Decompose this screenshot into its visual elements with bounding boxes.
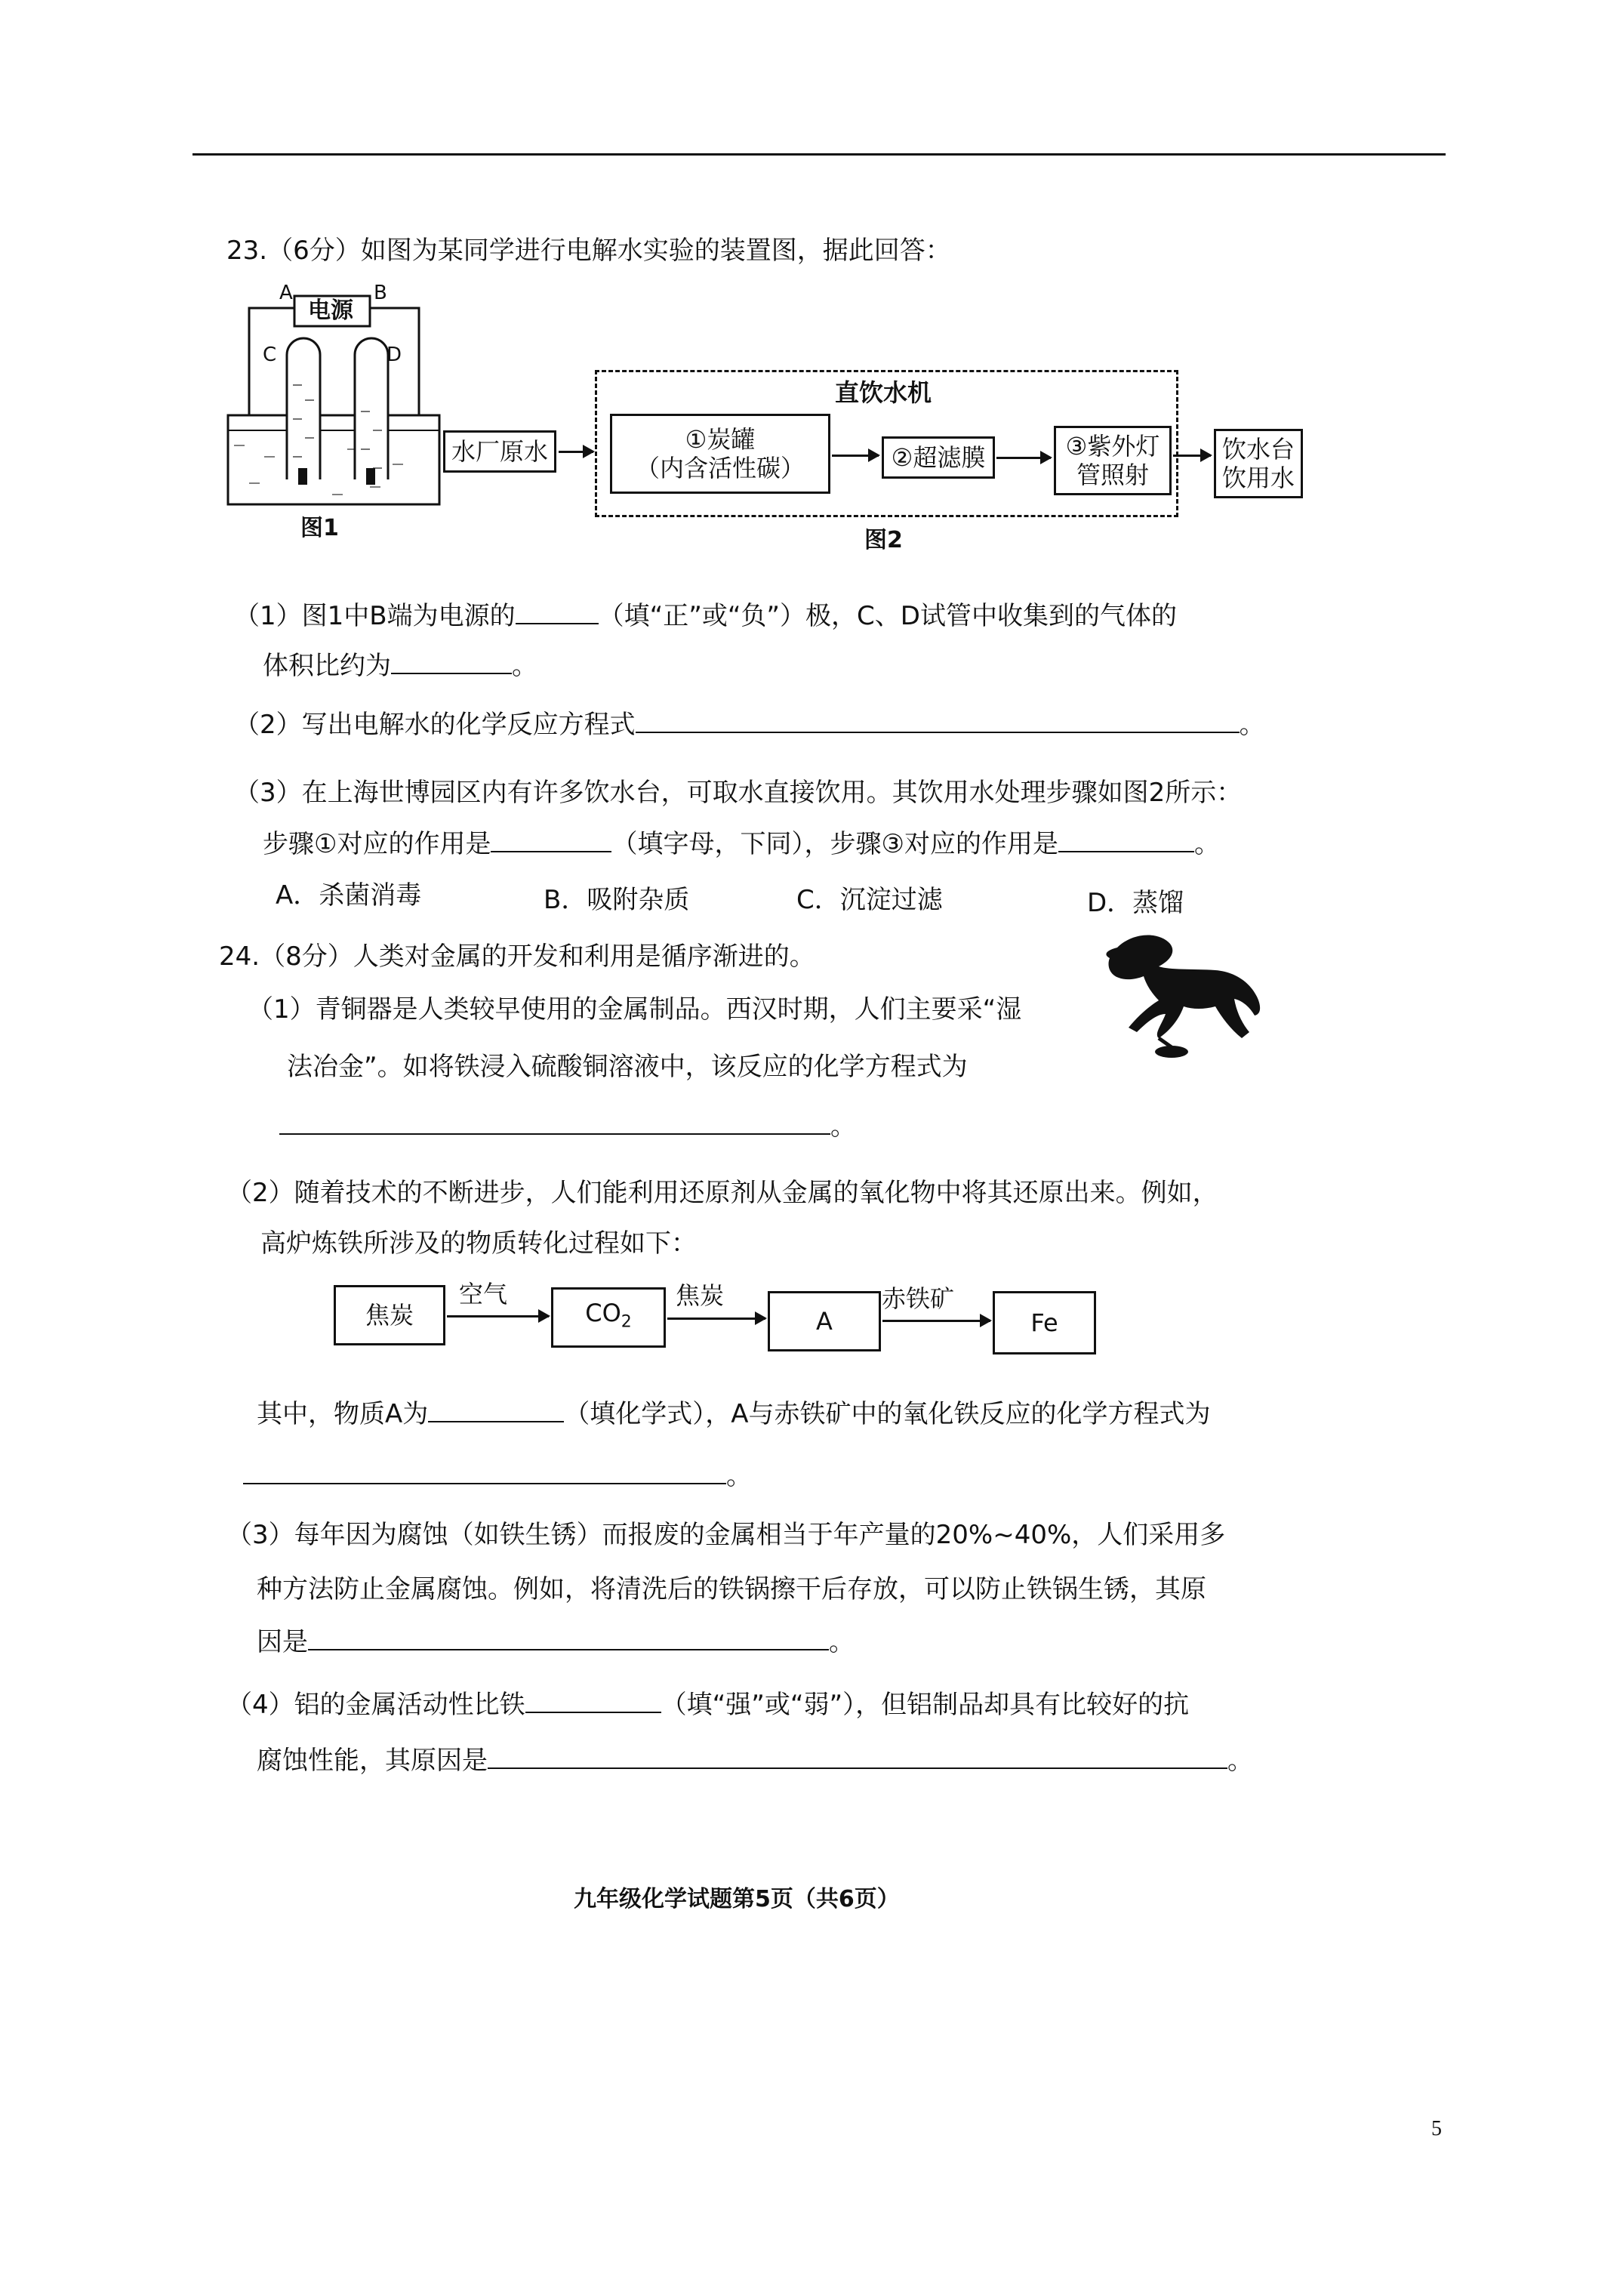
drinking-station-sublabel: 饮用水 xyxy=(1221,464,1295,492)
q23-part1-text-c: 体积比约为 xyxy=(263,651,391,681)
q24-part4-text-a: （4）铝的金属活动性比铁 xyxy=(226,1690,525,1720)
flow-node-a xyxy=(768,1291,881,1351)
q24-part2-text-d: （填化学式），A与赤铁矿中的氧化铁反应的化学方程式为 xyxy=(564,1399,1211,1429)
q24-part2-line2: 高炉炼铁所涉及的物质转化过程如下： xyxy=(260,1228,697,1259)
option-d: D．蒸馏 xyxy=(1087,888,1184,918)
answer-blank[interactable] xyxy=(391,652,512,674)
drinking-station-box xyxy=(1214,429,1303,498)
flow-node-fe-label: Fe xyxy=(1030,1308,1058,1337)
flow-arrow-coke-label: 焦炭 xyxy=(676,1281,725,1310)
flow-node-fe xyxy=(993,1291,1096,1354)
arrow-machine-to-output xyxy=(1173,455,1211,457)
q24-part4-text-c: 腐蚀性能，其原因是 xyxy=(257,1746,488,1776)
q24-part4-line1 xyxy=(226,1690,1189,1720)
terminal-a-label: A xyxy=(279,282,293,304)
tube-c-label: C xyxy=(263,344,277,366)
option-a: A．杀菌消毒 xyxy=(276,880,422,911)
ultrafiltration-box xyxy=(882,436,995,479)
flow-arrow-2 xyxy=(667,1318,765,1320)
answer-blank[interactable] xyxy=(636,710,1240,733)
q23-part1-text-a: （1）图1中B端为电源的 xyxy=(234,601,516,631)
q24-part2-line3 xyxy=(257,1399,1211,1429)
arrow-raw-to-machine xyxy=(559,451,593,453)
q24-part1-answer: 。 xyxy=(279,1111,856,1142)
figure-1-electrolysis-apparatus xyxy=(219,282,445,544)
bronze-horse-image xyxy=(1087,925,1268,1068)
drinking-machine-title: 直饮水机 xyxy=(835,378,932,407)
q24-part3-line3: 因是 。 xyxy=(257,1627,855,1657)
power-source-label: 电源 xyxy=(308,297,353,324)
raw-water-box xyxy=(443,430,556,473)
co2-subscript: 2 xyxy=(621,1312,632,1332)
q24-part4-line2: 腐蚀性能，其原因是 。 xyxy=(257,1746,1253,1776)
tube-d-label: D xyxy=(387,344,402,366)
q23-part3-text-c: （填字母，下同），步骤③对应的作用是 xyxy=(611,829,1058,859)
q24-part3-line1: （3）每年因为腐蚀（如铁生锈）而报废的金属相当于年产量的20%~40%，人们采用多 xyxy=(226,1520,1226,1550)
flow-arrow-air-label: 空气 xyxy=(459,1280,508,1308)
q24-part2-line1: （2）随着技术的不断进步，人们能利用还原剂从金属的氧化物中将其还原出来。例如， xyxy=(226,1178,1218,1208)
option-b: B．吸附杂质 xyxy=(544,885,690,915)
q24-part1-line1: （1）青铜器是人类较早使用的金属制品。西汉时期，人们主要采“湿 xyxy=(248,994,1022,1025)
q23-part3-line1: （3）在上海世博园区内有许多饮水台，可取水直接饮用。其饮用水处理步骤如图2所示： xyxy=(234,778,1243,808)
q23-part1-line2: 体积比约为 。 xyxy=(263,651,537,681)
q23-heading: 23.（6分）如图为某同学进行电解水实验的装置图，据此回答： xyxy=(226,236,951,266)
flow-node-co2-label xyxy=(585,1299,632,1336)
answer-blank[interactable] xyxy=(308,1628,829,1650)
q23-part2-text: （2）写出电解水的化学反应方程式 xyxy=(234,710,636,740)
co2-formula: CO xyxy=(585,1298,621,1327)
flow-arrow-3 xyxy=(882,1320,990,1322)
ultrafiltration-label: ②超滤膜 xyxy=(891,443,986,472)
carbon-tank-sublabel: （内含活性碳） xyxy=(635,454,805,482)
uv-lamp-sublabel: 管照射 xyxy=(1076,461,1149,489)
q24-part3-text-c: 因是 xyxy=(257,1627,308,1657)
answer-blank[interactable] xyxy=(243,1462,726,1484)
flow-node-coke-label: 焦炭 xyxy=(365,1301,414,1330)
q23-part3-line2: 步骤①对应的作用是 （填字母，下同），步骤③对应的作用是 。 xyxy=(263,829,1220,859)
q24-part2-text-c: 其中，物质A为 xyxy=(257,1399,429,1429)
carbon-tank-box xyxy=(610,414,830,494)
answer-blank[interactable] xyxy=(428,1400,564,1422)
figure-1-caption: 图1 xyxy=(300,515,339,541)
q24-heading: 24.（8分）人类对金属的开发和利用是循序渐进的。 xyxy=(219,942,815,972)
q24-part1-line2: 法冶金”。如将铁浸入硫酸铜溶液中，该反应的化学方程式为 xyxy=(287,1052,968,1082)
uv-lamp-box xyxy=(1054,426,1172,495)
page-number: 5 xyxy=(1431,2117,1442,2140)
q24-part2-answer: 。 xyxy=(243,1461,752,1491)
flow-arrow-1 xyxy=(447,1315,549,1318)
arrow-step2-to-step3 xyxy=(996,457,1051,459)
q24-part3-line2: 种方法防止金属腐蚀。例如，将清洗后的铁锅擦干后存放，可以防止铁锅生锈，其原 xyxy=(257,1574,1206,1604)
top-rule xyxy=(192,153,1446,156)
answer-blank[interactable] xyxy=(279,1112,830,1135)
answer-blank[interactable] xyxy=(1058,830,1194,852)
q23-part1-line1 xyxy=(234,601,1177,631)
electrolysis-diagram xyxy=(219,287,445,544)
carbon-tank-label: ①炭罐 xyxy=(685,425,756,454)
uv-lamp-label: ③紫外灯 xyxy=(1065,432,1160,461)
flow-node-coke xyxy=(334,1285,445,1345)
answer-blank[interactable] xyxy=(516,602,599,624)
flow-arrow-hematite-label: 赤铁矿 xyxy=(882,1284,955,1313)
option-c: C．沉淀过滤 xyxy=(796,885,943,915)
flow-node-co2 xyxy=(551,1287,666,1348)
answer-blank[interactable] xyxy=(488,1746,1227,1769)
arrow-step1-to-step2 xyxy=(832,455,879,457)
q23-part1-text-b: （填“正”或“负”）极，C、D试管中收集到的气体的 xyxy=(598,601,1177,631)
q23-part3-text-b: 步骤①对应的作用是 xyxy=(263,829,491,859)
q24-part4-text-b: （填“强”或“弱”），但铝制品却具有比较好的抗 xyxy=(661,1690,1190,1720)
galloping-horse-icon xyxy=(1087,925,1268,1068)
raw-water-label: 水厂原水 xyxy=(451,437,548,466)
drinking-station-label: 饮水台 xyxy=(1221,435,1295,464)
terminal-b-label: B xyxy=(374,282,387,304)
flow-node-a-label: A xyxy=(816,1307,833,1336)
q23-part2: （2）写出电解水的化学反应方程式 。 xyxy=(234,710,1265,740)
answer-blank[interactable] xyxy=(491,830,611,852)
answer-blank[interactable] xyxy=(525,1690,661,1713)
figure-2-caption: 图2 xyxy=(864,527,903,553)
page-footer: 九年级化学试题第5页（共6页） xyxy=(574,1886,900,1912)
